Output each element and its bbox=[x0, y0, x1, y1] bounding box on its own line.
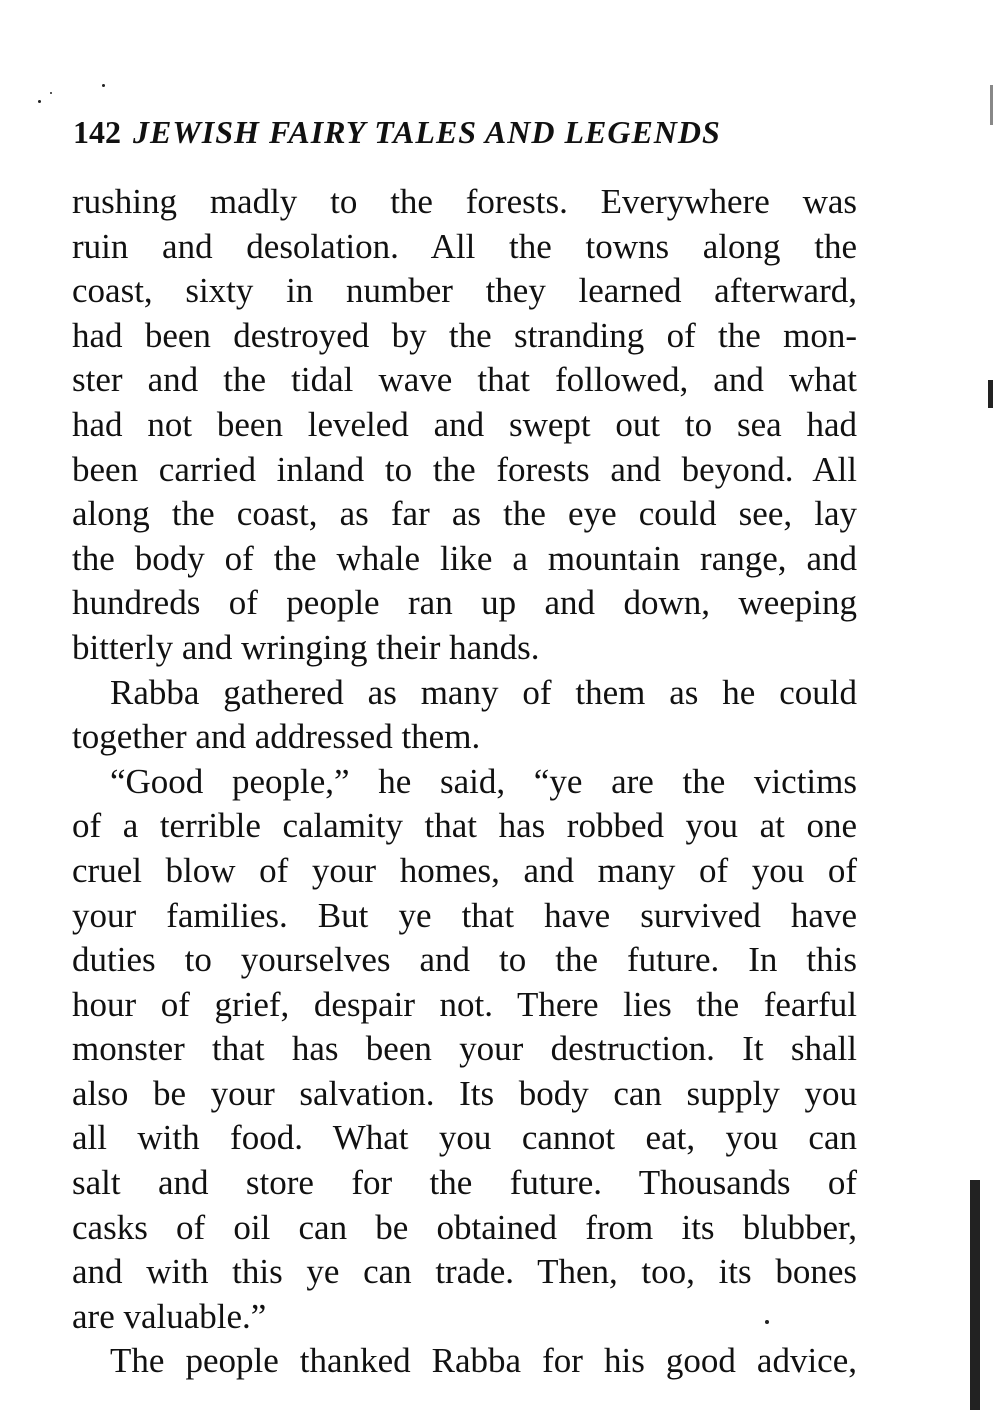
scan-speck bbox=[102, 84, 105, 87]
text-line: bitterly and wringing their hands. bbox=[72, 627, 540, 667]
scan-speck bbox=[50, 92, 52, 94]
edge-mark bbox=[988, 380, 993, 408]
edge-mark bbox=[970, 1180, 980, 1410]
text-line: and with this ye can trade. Then, too, its bones bbox=[72, 1252, 857, 1292]
page-number: 142 bbox=[73, 114, 121, 150]
text-line: ruin and desolation. All the towns along the bbox=[72, 226, 857, 266]
text-line: rushing madly to the forests. Everywhere was bbox=[72, 182, 857, 221]
text-line: salt and store for the future. Thousands of bbox=[72, 1163, 857, 1203]
text-line: duties to yourselves and to the future. In this bbox=[72, 940, 857, 980]
running-header bbox=[73, 108, 863, 156]
text-line: ster and the tidal wave that followed, and what bbox=[72, 360, 857, 400]
text-line: monster that has been your destruction. It shall bbox=[72, 1029, 857, 1069]
text-line: the body of the whale like a mountain range, and bbox=[72, 538, 857, 578]
scan-speck bbox=[765, 1320, 769, 1324]
text-line: casks of oil can be obtained from its blubber, bbox=[72, 1207, 857, 1247]
text-line: The people thanked Rabba for his good advice, bbox=[110, 1341, 857, 1381]
body-text bbox=[72, 180, 857, 1384]
text-line: also be your salvation. Its body can supply you bbox=[72, 1073, 857, 1113]
text-line: of a terrible calamity that has robbed you at one bbox=[72, 806, 857, 846]
text-line: are valuable.” bbox=[72, 1296, 267, 1336]
text-line: along the coast, as far as the eye could see, lay bbox=[72, 494, 857, 534]
text-line: hundreds of people ran up and down, weeping bbox=[72, 583, 857, 623]
text-line: all with food. What you cannot eat, you can bbox=[72, 1118, 857, 1158]
text-line: had not been leveled and swept out to sea had bbox=[72, 404, 857, 444]
edge-mark bbox=[990, 85, 993, 125]
text-line: had been destroyed by the stranding of the mon- bbox=[72, 315, 857, 355]
running-title: JEWISH FAIRY TALES AND LEGENDS bbox=[133, 114, 721, 150]
text-line: “Good people,” he said, “ye are the victims bbox=[110, 761, 857, 801]
text-line: cruel blow of your homes, and many of you of bbox=[72, 850, 857, 890]
text-line: Rabba gathered as many of them as he could bbox=[110, 672, 857, 712]
text-line: hour of grief, despair not. There lies the fearful bbox=[72, 984, 857, 1024]
text-line: together and addressed them. bbox=[72, 717, 481, 757]
text-line: coast, sixty in number they learned afterward, bbox=[72, 271, 857, 311]
text-line: been carried inland to the forests and beyond. All bbox=[72, 449, 857, 489]
text-line: your families. But ye that have survived have bbox=[72, 895, 857, 935]
scan-speck bbox=[38, 100, 41, 103]
